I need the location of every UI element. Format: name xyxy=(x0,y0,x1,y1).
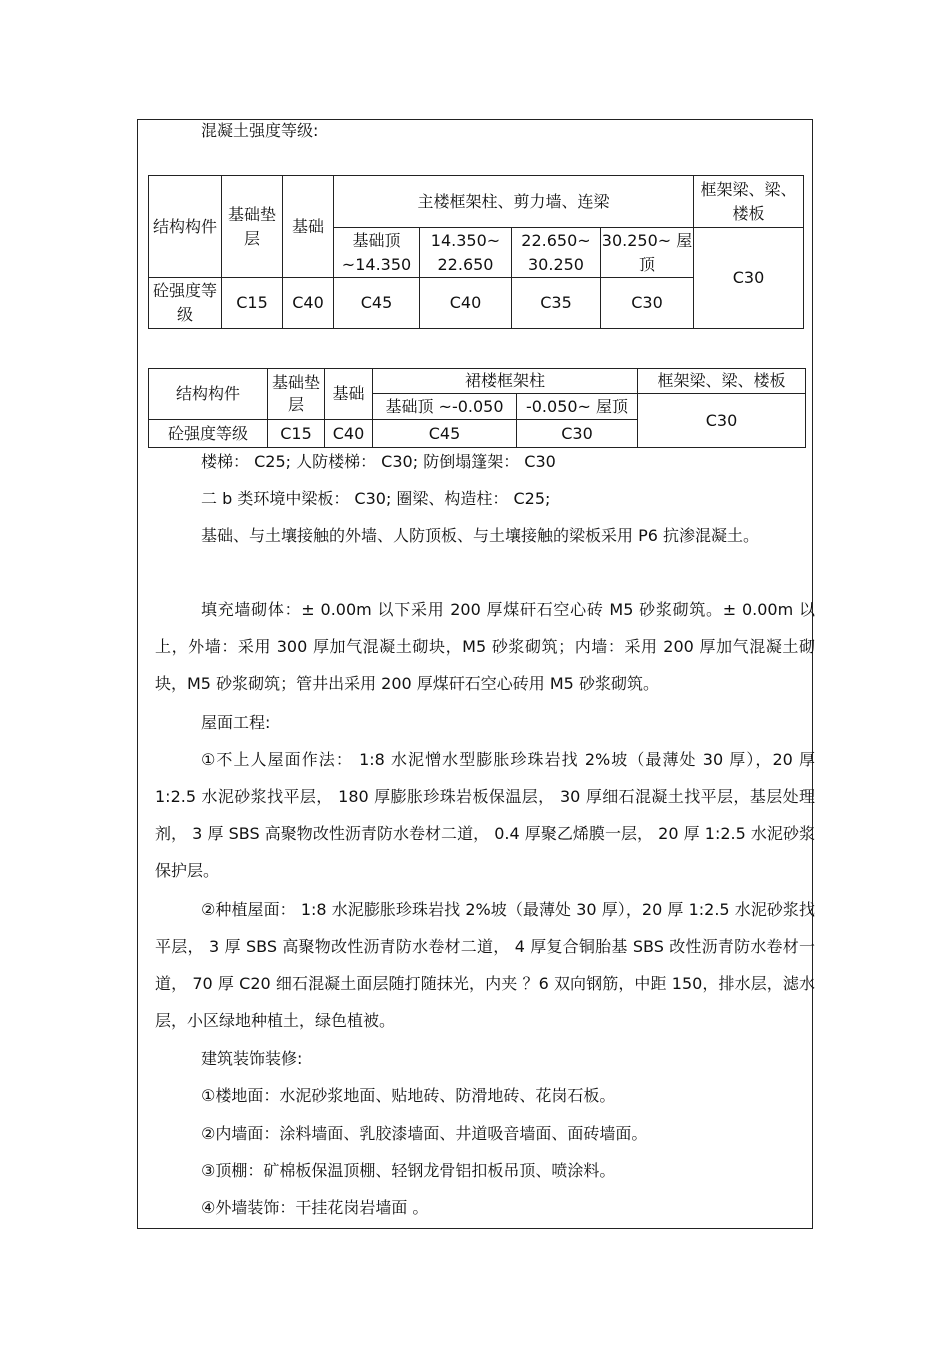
podium-grade-table xyxy=(148,368,806,448)
decoration-item-1: ①楼地面：水泥砂浆地面、贴地砖、防滑地砖、花岗石板。 xyxy=(201,1086,616,1105)
header-cushion: 基础垫层 xyxy=(268,369,325,420)
main-building-grade-table xyxy=(148,175,804,329)
value-beams: C30 xyxy=(694,228,804,329)
value-range-1: C45 xyxy=(373,420,517,448)
value-range-4: C30 xyxy=(601,278,694,329)
header-main-columns: 主楼框架柱、剪力墙、连梁 xyxy=(334,176,694,228)
value-range-2: C40 xyxy=(420,278,512,329)
header-podium-columns: 裙楼框架柱 xyxy=(373,369,638,394)
range-1: 基础顶 ~-0.050 xyxy=(373,394,517,420)
concrete-grade-heading: 混凝土强度等级: xyxy=(201,121,319,140)
decoration-item-3: ③顶棚：矿棉板保温顶棚、轻钢龙骨铝扣板吊顶、喷涂料。 xyxy=(201,1161,616,1180)
value-range-2: C30 xyxy=(517,420,638,448)
range-2: -0.050~ 屋顶 xyxy=(517,394,638,420)
value-range-1: C45 xyxy=(334,278,420,329)
p6-paragraph: 基础、与土壤接触的外墙、人防顶板、与土壤接触的梁板采用 P6 抗渗混凝土。 xyxy=(201,526,760,545)
value-foundation: C40 xyxy=(283,278,334,329)
row-label: 砼强度等级 xyxy=(149,278,222,329)
header-struct: 结构构件 xyxy=(149,369,268,420)
range-3: 22.650~ 30.250 xyxy=(512,228,601,278)
roof-heading: 屋面工程: xyxy=(201,713,271,732)
roof-item-1: ①不上人屋面作法： 1:8 水泥憎水型膨胀珍珠岩找 2%坡（最薄处 30 厚），20 厚 1:2.5 水泥砂浆找平层， 180 厚膨胀珍珠岩板保温层， 30 厚细石混凝土找平层，基层处理剂， 3 厚 SBS 高聚物改性沥青防水卷材二道， 0.4 厚聚乙烯膜一层， 20 厚 1:2.5 水泥砂浆保护层。 xyxy=(155,750,815,880)
header-beams: 框架梁、梁、楼板 xyxy=(694,176,804,228)
header-cushion: 基础垫层 xyxy=(222,176,283,278)
row-label: 砼强度等级 xyxy=(149,420,268,448)
roof-item-2: ②种植屋面： 1:8 水泥膨胀珍珠岩找 2%坡（最薄处 30 厚），20 厚 1:2.5 水泥砂浆找平层， 3 厚 SBS 高聚物改性沥青防水卷材二道， 4 厚复合铜胎基 SBS 改性沥青防水卷材一道， 70 厚 C20 细石混凝土面层随打随抹光，内夹 ？6 双向钢筋，中距 150，排水层，滤水层，小区绿地种植土，绿色植被。 xyxy=(155,900,815,1030)
range-4: 30.250~ 屋顶 xyxy=(601,228,694,278)
range-1: 基础顶 ~14.350 xyxy=(334,228,420,278)
decoration-heading: 建筑装饰装修: xyxy=(201,1049,303,1068)
decoration-item-2: ②内墙面：涂料墙面、乳胶漆墙面、井道吸音墙面、面砖墙面。 xyxy=(201,1124,648,1143)
value-range-3: C35 xyxy=(512,278,601,329)
value-foundation: C40 xyxy=(325,420,373,448)
value-beams: C30 xyxy=(638,394,806,448)
env2b-line: 二 b 类环境中梁板： C30; 圈梁、构造柱： C25; xyxy=(201,489,551,508)
header-foundation: 基础 xyxy=(325,369,373,420)
header-struct: 结构构件 xyxy=(149,176,222,278)
header-foundation: 基础 xyxy=(283,176,334,278)
infill-paragraph: 填充墙砌体：± 0.00m 以下采用 200 厚煤矸石空心砖 M5 砂浆砌筑。± 0.00m 以上，外墙：采用 300 厚加气混凝土砌块，M5 砂浆砌筑；内墙：采用 200 厚加气混凝土砌块，M5 砂浆砌筑；管井出采用 200 厚煤矸石空心砖用 M5 砂浆砌筑。 xyxy=(155,600,815,693)
header-beams: 框架梁、梁、楼板 xyxy=(638,369,806,394)
value-cushion: C15 xyxy=(222,278,283,329)
value-cushion: C15 xyxy=(268,420,325,448)
stairs-line: 楼梯： C25; 人防楼梯： C30; 防倒塌篷架： C30 xyxy=(201,452,556,471)
decoration-item-4: ④外墙装饰：干挂花岗岩墙面 。 xyxy=(201,1198,429,1217)
range-2: 14.350~ 22.650 xyxy=(420,228,512,278)
